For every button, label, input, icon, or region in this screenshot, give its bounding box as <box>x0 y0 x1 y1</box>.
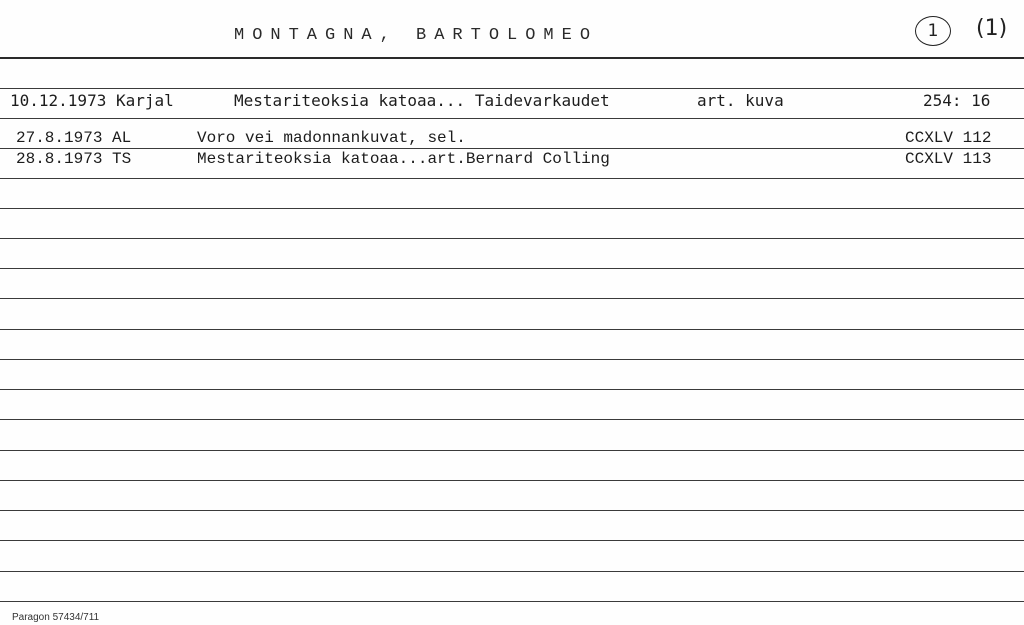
ruled-line <box>0 208 1024 209</box>
ruled-line <box>0 419 1024 420</box>
entry-text: Mestariteoksia katoaa... Taidevarkaudet <box>234 91 610 110</box>
entry-text: Mestariteoksia katoaa...art.Bernard Colling <box>197 150 610 168</box>
card-title: MONTAGNA, BARTOLOMEO <box>234 26 599 45</box>
ruled-line <box>0 389 1024 390</box>
entry-date-source: 28.8.1973 TS <box>16 150 132 168</box>
header-rule <box>0 57 1024 59</box>
entry-reference: CCXLV 113 <box>905 150 992 168</box>
ruled-line <box>0 178 1024 179</box>
ruled-line <box>0 118 1024 119</box>
ruled-line <box>0 329 1024 330</box>
ruled-line <box>0 510 1024 511</box>
entry-reference: 254: 16 <box>923 91 991 110</box>
ruled-line <box>0 298 1024 299</box>
printer-footer: Paragon 57434/711 <box>12 612 100 623</box>
ruled-line <box>0 601 1024 602</box>
ruled-line <box>0 88 1024 89</box>
ruled-line <box>0 268 1024 269</box>
entry-date-source: 27.8.1973 AL <box>16 129 132 147</box>
entry-text: Voro vei madonnankuvat, sel. <box>197 129 466 147</box>
ruled-line <box>0 540 1024 541</box>
ruled-line <box>0 450 1024 451</box>
ruled-line <box>0 359 1024 360</box>
ruled-line <box>0 480 1024 481</box>
entry-date-source: 10.12.1973 Karjal <box>10 91 174 110</box>
ruled-line <box>0 571 1024 572</box>
entry-note: art. kuva <box>697 91 784 110</box>
ruled-line <box>0 238 1024 239</box>
ruled-line <box>0 148 1024 149</box>
circled-number-mark: 1 <box>915 16 951 46</box>
parenthesized-number-mark: (1) <box>976 16 1008 41</box>
entry-reference: CCXLV 112 <box>905 129 992 147</box>
